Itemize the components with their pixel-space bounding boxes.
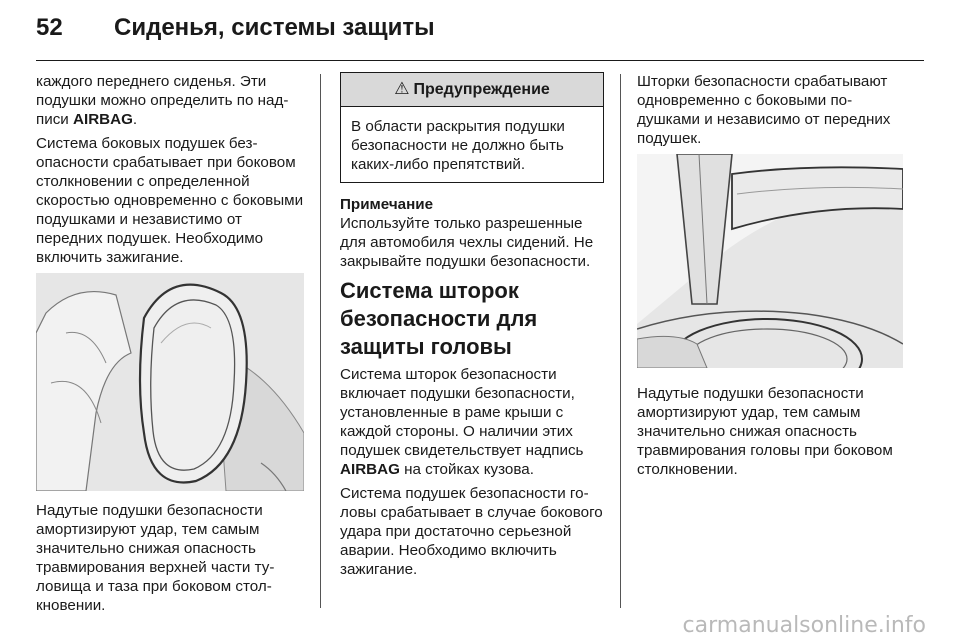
page-title: Сиденья, системы защиты bbox=[114, 14, 435, 41]
column-left bbox=[36, 72, 306, 620]
curtain-airbag-illustration bbox=[637, 154, 903, 368]
figure-caption: Надутые подушки безопасности амортизируют удар, тем самым значительно снижая опасность травмирования верхней части туловища и таза при боковом столкновении. bbox=[36, 502, 275, 614]
warning-text: В области раскрытия подушки безопасности не должно быть каких-либо препятствий. bbox=[351, 118, 565, 173]
column-divider bbox=[320, 74, 321, 608]
seat-airbag-illustration bbox=[36, 273, 304, 491]
paragraph: Система боковых подушек безопасности срабатывает при боковом столкновении с определенной скоростью одновременно с боковыми подушками и независтимо от передних подушек. Необходимо включить зажигание. bbox=[36, 135, 304, 266]
column-middle bbox=[340, 72, 604, 584]
column-divider bbox=[620, 74, 621, 608]
warning-icon: ⚠ bbox=[394, 79, 410, 98]
airbag-label: AIRBAG bbox=[73, 111, 133, 128]
paragraph: Система шторок безопасности включает подушки безопасности, установленные в раме крыши с каждой стороны. О наличии этих подушек свидетельствует надпись AIRBAG на стойках кузова. bbox=[340, 366, 584, 478]
airbag-label: AIRBAG bbox=[340, 461, 400, 478]
note-text: Используйте только разрешенные для автомобиля чехлы сидений. Не закрывайте подушки безопасности. bbox=[340, 215, 594, 270]
header-rule bbox=[36, 60, 924, 61]
page-header bbox=[36, 14, 435, 44]
note-title: Примечание bbox=[340, 196, 434, 213]
paragraph: каждого переднего сиденья. Эти подушки можно определить по надписи AIRBAG. bbox=[36, 73, 289, 128]
column-right bbox=[637, 72, 905, 484]
paragraph: Шторки безопасности срабатывают одновременно с боковыми подушками и независимо от передних подушек. bbox=[637, 73, 891, 147]
section-title: Система шторок безопасности для защиты головы bbox=[340, 278, 538, 359]
warning-box bbox=[340, 72, 604, 183]
warning-header bbox=[341, 73, 603, 107]
figure-caption: Надутые подушки безопасности амортизируют удар, тем самым значительно снижая опасность травмирования головы при боковом столкновении. bbox=[637, 385, 893, 478]
watermark: carmanualsonline.info bbox=[682, 613, 926, 638]
page-number: 52 bbox=[36, 14, 63, 41]
paragraph: Система подушек безопасности головы срабатывает в случае бокового удара при достаточно серьезной аварии. Необходимо включить зажигание. bbox=[340, 485, 603, 578]
warning-title: Предупреждение bbox=[413, 81, 550, 98]
